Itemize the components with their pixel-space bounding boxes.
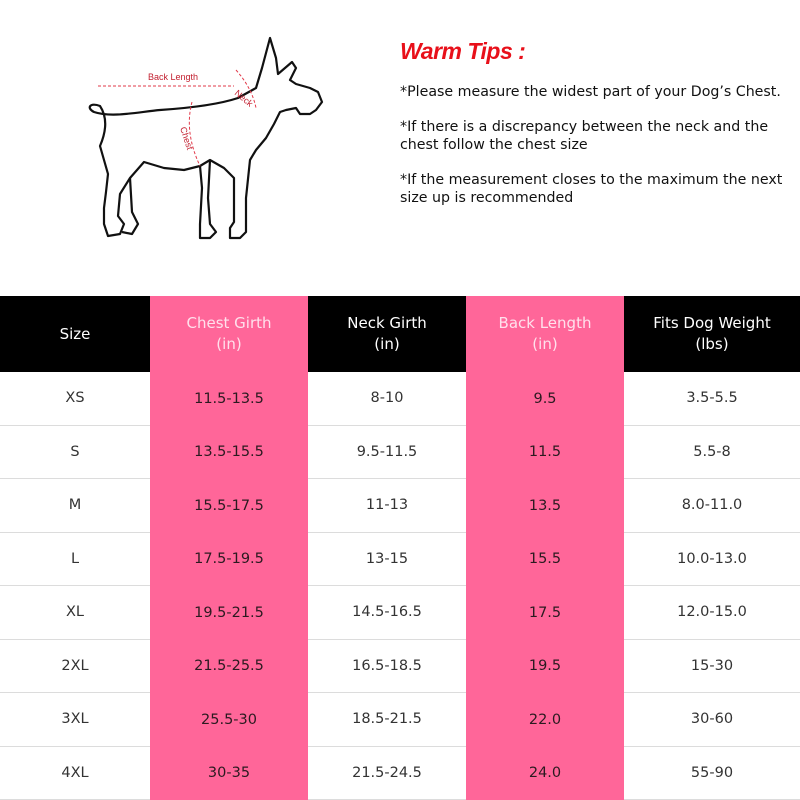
table-cell: L <box>0 533 150 587</box>
table-cell: 5.5-8 <box>624 426 800 480</box>
column-header <box>308 296 466 372</box>
column-fits-dog-weight <box>624 296 800 800</box>
table-cell: 12.0-15.0 <box>624 586 800 640</box>
table-cell: 21.5-24.5 <box>308 747 466 800</box>
table-cell: 19.5-21.5 <box>194 604 264 621</box>
table-cell: 15.5-17.5 <box>194 497 264 514</box>
table-cell: 19.5 <box>528 658 562 675</box>
table-cell: 3XL <box>0 693 150 747</box>
table-cell: M <box>0 479 150 533</box>
table-cell: 15.5 <box>528 551 562 568</box>
tip-item: *Please measure the widest part of your Dog’s Chest. <box>400 84 781 100</box>
size-chart-table <box>0 296 800 800</box>
table-cell: 25.5-30 <box>201 711 257 728</box>
table-cell: 13-15 <box>308 533 466 587</box>
table-cell: 14.5-16.5 <box>308 586 466 640</box>
dog-front-leg <box>200 160 216 238</box>
column-header <box>0 296 150 372</box>
table-cell: 8-10 <box>308 372 466 426</box>
column-neck-girth <box>308 296 466 800</box>
table-cell: 13.5-15.5 <box>194 444 264 461</box>
table-cell: 9.5 <box>533 390 557 407</box>
column-size <box>0 296 150 800</box>
table-cell: S <box>0 426 150 480</box>
table-cell: 11-13 <box>308 479 466 533</box>
table-cell: 4XL <box>0 747 150 800</box>
table-cell: 11.5-13.5 <box>194 390 264 407</box>
table-cell: 3.5-5.5 <box>624 372 800 426</box>
column-header-unit: (in) <box>216 335 242 353</box>
column-header <box>150 296 308 372</box>
neck-label: Neck <box>232 87 255 109</box>
table-cell: 17.5-19.5 <box>194 551 264 568</box>
column-header <box>624 296 800 372</box>
column-header-unit: (in) <box>532 335 558 353</box>
tip-item: *If there is a discrepancy between the neck and the chest follow the chest size <box>400 119 769 153</box>
table-cell: 11.5 <box>528 444 562 461</box>
info-section <box>0 0 800 296</box>
column-header-label: Size <box>59 324 91 343</box>
table-cell: 2XL <box>0 640 150 694</box>
table-cell: 22.0 <box>528 711 562 728</box>
table-cell: 55-90 <box>624 747 800 800</box>
tip-item: *If the measurement closes to the maximum the next size up is recommended <box>400 172 783 206</box>
table-cell: 18.5-21.5 <box>308 693 466 747</box>
column-back-length <box>466 296 624 800</box>
column-header <box>466 296 624 372</box>
table-cell: XL <box>0 586 150 640</box>
back-length-label: Back Length <box>148 72 199 82</box>
column-header-label: Chest Girth <box>186 314 272 332</box>
table-cell: 13.5 <box>528 497 562 514</box>
column-header-label: Neck Girth <box>347 314 427 332</box>
warm-tips <box>400 38 790 224</box>
table-cell: 21.5-25.5 <box>194 658 264 675</box>
table-cell: 17.5 <box>528 604 562 621</box>
table-cell: 10.0-13.0 <box>624 533 800 587</box>
table-cell: XS <box>0 372 150 426</box>
table-cell: 24.0 <box>528 765 562 782</box>
dog-measurement-diagram <box>60 28 360 248</box>
table-cell: 15-30 <box>624 640 800 694</box>
table-cell: 9.5-11.5 <box>308 426 466 480</box>
table-cell: 16.5-18.5 <box>308 640 466 694</box>
chest-label: Chest <box>178 125 195 151</box>
column-header-label: Fits Dog Weight <box>653 314 771 332</box>
warm-tips-title: Warm Tips : <box>400 38 526 64</box>
table-cell: 30-60 <box>624 693 800 747</box>
column-header-unit: (in) <box>374 335 400 353</box>
column-header-unit: (lbs) <box>695 335 729 353</box>
column-header-label: Back Length <box>498 314 592 332</box>
table-cell: 30-35 <box>207 765 251 782</box>
column-chest-girth <box>150 296 308 800</box>
dog-outline <box>90 38 322 238</box>
table-cell: 8.0-11.0 <box>624 479 800 533</box>
